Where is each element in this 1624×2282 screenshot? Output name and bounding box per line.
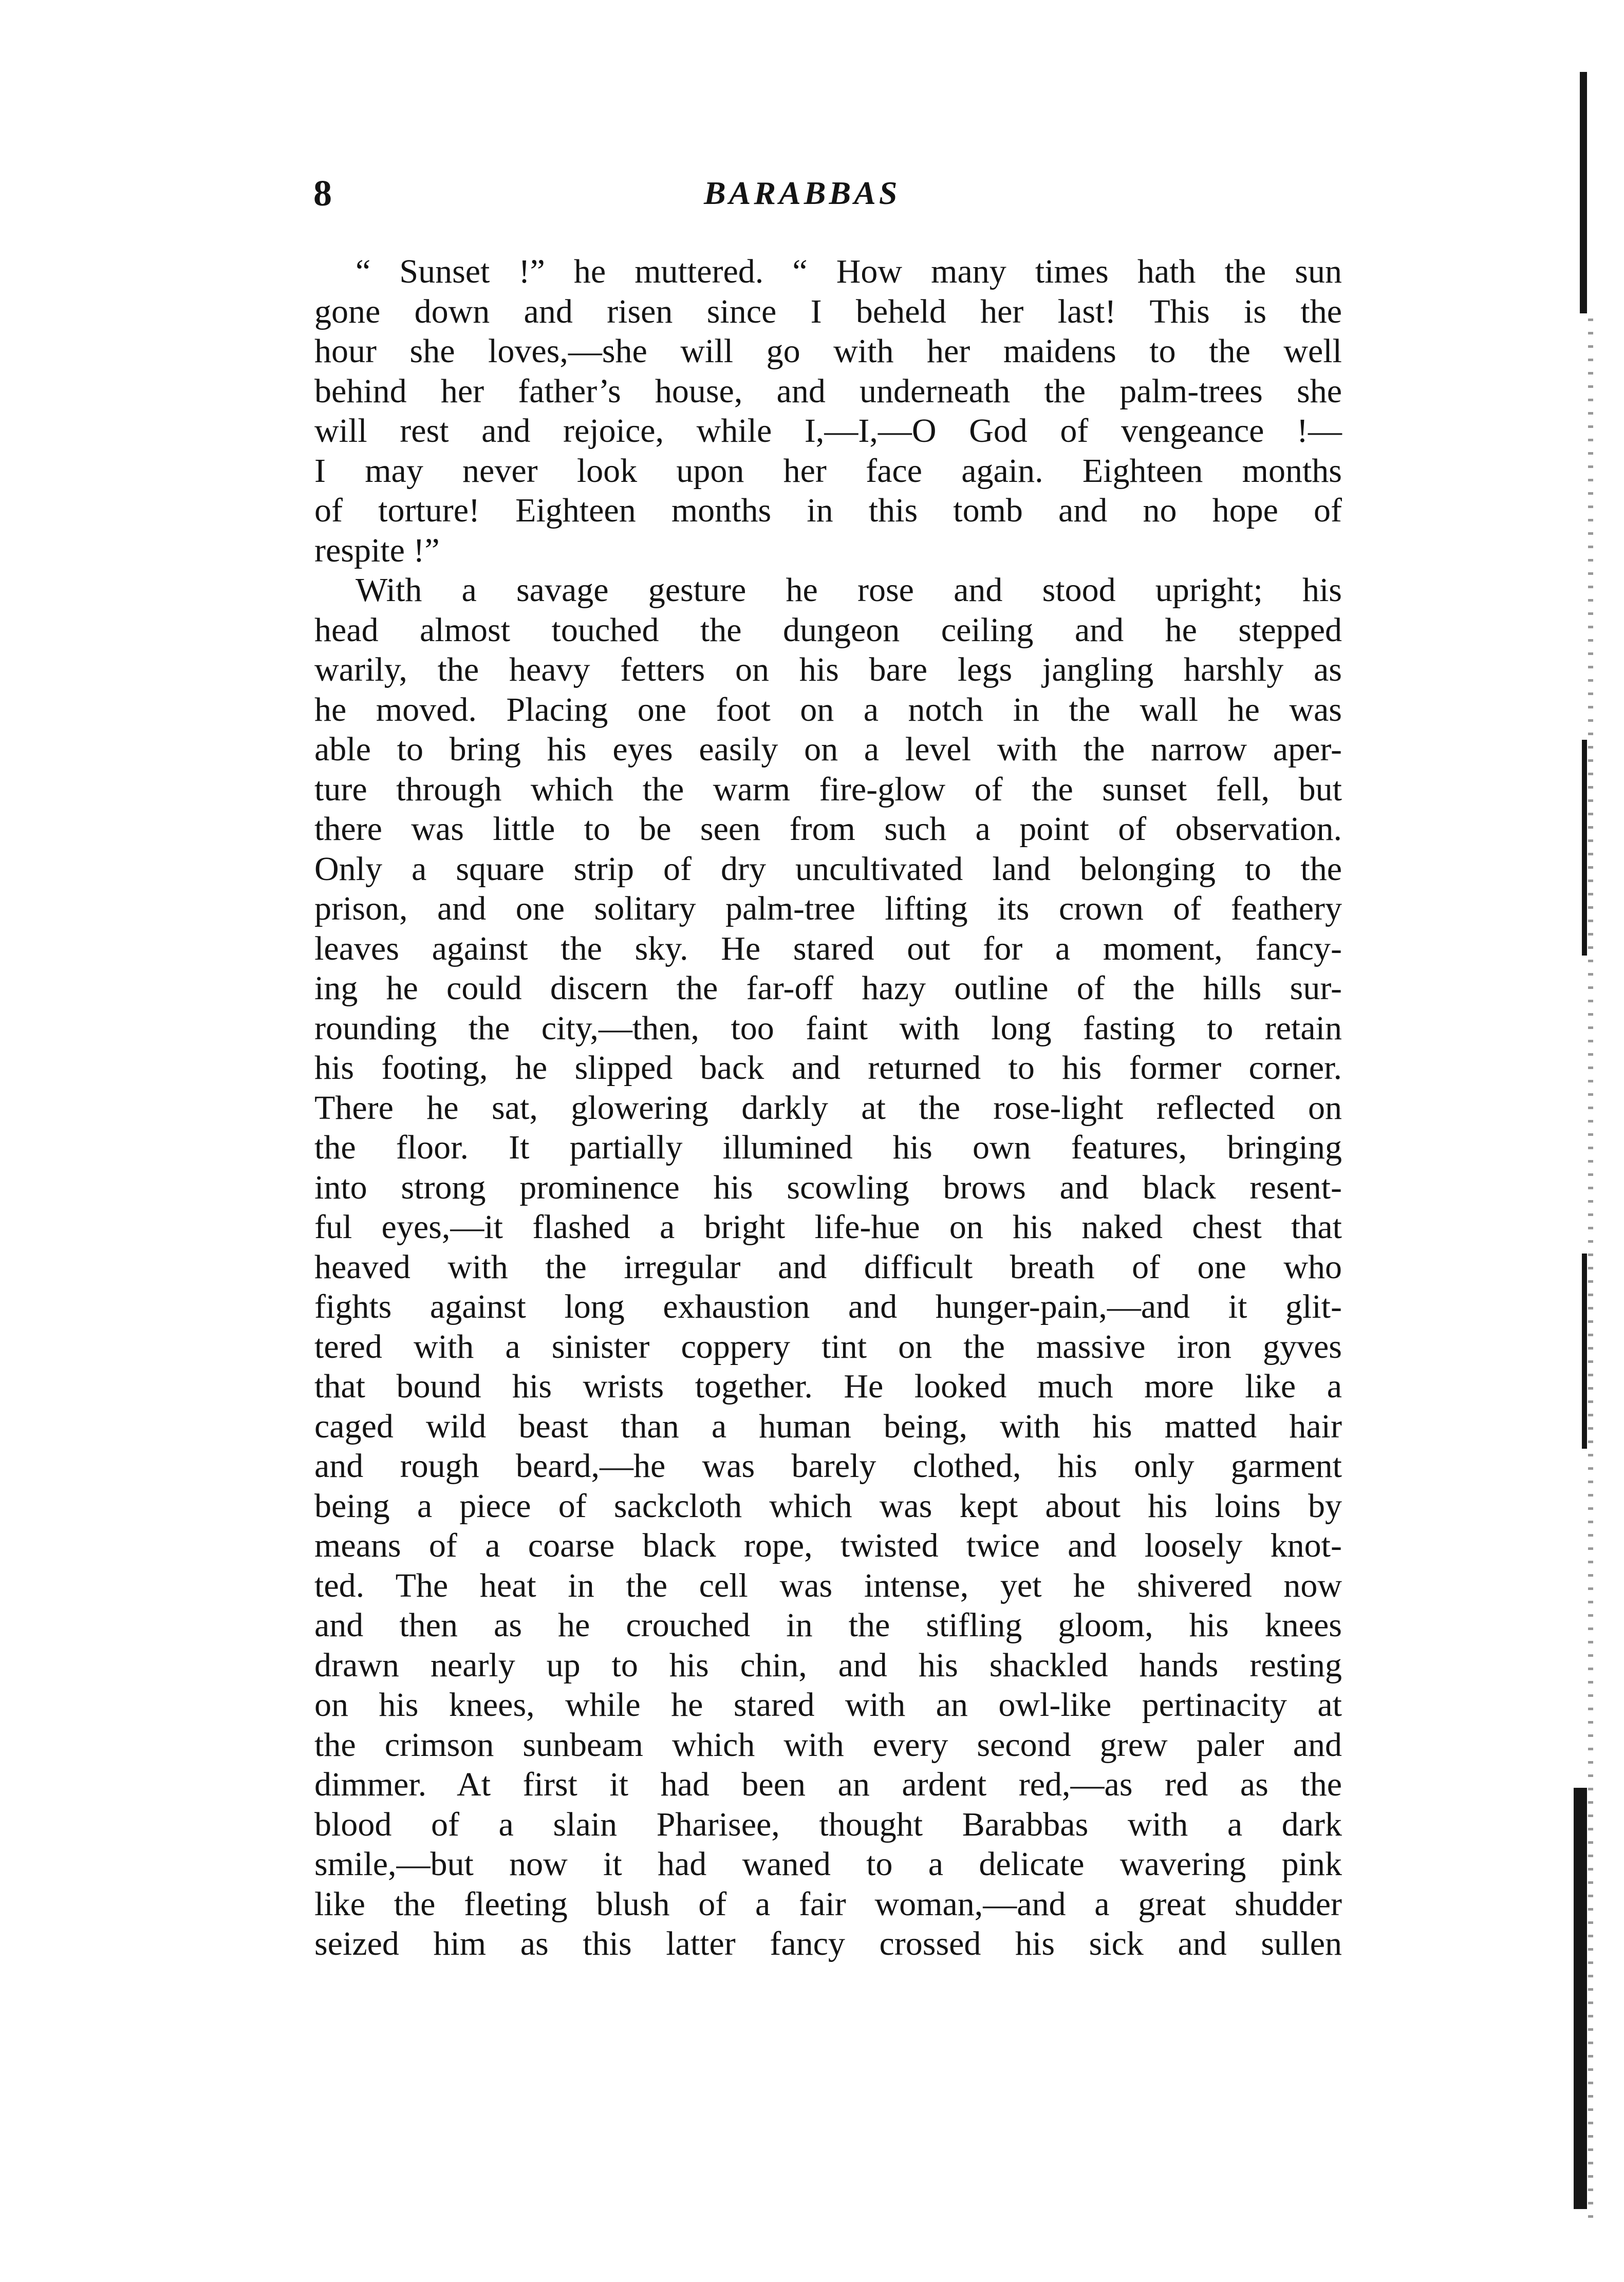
text-line: he moved. Placing one foot on a notch in the wall he was [314,690,1342,728]
page-number: 8 [313,173,332,214]
text-line: being a piece of sackcloth which was kept about his loins by [314,1487,1342,1525]
text-line: into strong prominence his scowling brows and black resent- [314,1168,1342,1206]
text-line: hour she loves,—she will go with her maidens to the well [314,332,1342,370]
text-line: caged wild beast than a human being, with his matted hair [314,1407,1342,1445]
text-line: prison, and one solitary palm-tree lifting its crown of feathery [314,890,1342,927]
text-line: his footing, he slipped back and returned to his former corner. [314,1049,1342,1087]
text-line: There he sat, glowering darkly at the rose-light reflected on [314,1089,1342,1127]
text-line: ted. The heat in the cell was intense, yet he shivered now [314,1566,1342,1604]
text-line: tered with a sinister coppery tint on the massive iron gyves [314,1327,1342,1366]
text-line: and then as he crouched in the stifling gloom, his knees [314,1606,1342,1644]
text-line: rounding the city,—then, too faint with long fasting to retain [314,1009,1342,1047]
page-edge-shadow-mid [1582,740,1587,956]
text-line: able to bring his eyes easily on a level with the narrow aper- [314,731,1342,768]
text-line: warily, the heavy fetters on his bare legs jangling harshly as [314,651,1342,688]
text-line: With a savage gesture he rose and stood upright; his [356,571,1342,609]
text-line: ful eyes,—it flashed a bright life-hue on his naked chest that [314,1208,1342,1246]
text-line: the floor. It partially illumined his own features, bringing [314,1129,1342,1166]
text-line: on his knees, while he stared with an owl-like pertinacity at [314,1686,1342,1724]
text-line: there was little to be seen from such a point of observation. [314,810,1342,848]
page-edge-shadow-top [1580,72,1587,313]
text-line: like the fleeting blush of a fair woman,—and a great shudder [314,1885,1342,1923]
text-line: leaves against the sky. He stared out for a moment, fancy- [314,929,1342,967]
page-edge-shadow-bottom [1574,1788,1587,2209]
text-line: behind her father’s house, and underneath the palm-trees she [314,372,1342,410]
text-line: I may never look upon her face again. Eighteen months [314,452,1342,490]
text-line: of torture! Eighteen months in this tomb and no hope of [314,492,1342,529]
body-text [314,252,1342,1964]
text-line: dimmer. At first it had been an ardent red,—as red as the [314,1766,1342,1803]
text-line: means of a coarse black rope, twisted twice and loosely knot- [314,1527,1342,1564]
text-line: ing he could discern the far-off hazy outline of the hills sur- [314,969,1342,1007]
text-line: drawn nearly up to his chin, and his shackled hands resting [314,1646,1342,1684]
text-line: ture through which the warm fire-glow of the sunset fell, but [314,770,1342,808]
text-line: will rest and rejoice, while I,—I,—O God of vengeance !— [314,412,1342,450]
text-line: and rough beard,—he was barely clothed, his only garment [314,1447,1342,1485]
text-line: that bound his wrists together. He looked much more like a [314,1368,1342,1405]
text-line: seized him as this latter fancy crossed his sick and sullen [314,1925,1342,1962]
text-line: Only a square strip of dry uncultivated land belonging to the [314,850,1342,888]
page-edge-shadow-lower [1582,1254,1587,1449]
text-line: head almost touched the dungeon ceiling and he stepped [314,611,1342,649]
running-head [313,172,1361,218]
text-line: “ Sunset !” he muttered. “ How many times hath the sun [356,253,1342,290]
text-line: fights against long exhaustion and hunger-pain,—and it glit- [314,1288,1342,1325]
text-line: heaved with the irregular and difficult breath of one who [314,1248,1342,1286]
text-line: respite !” [314,531,440,569]
text-line: blood of a slain Pharisee, thought Barabbas with a dark [314,1805,1342,1843]
text-line: smile,—but now it had waned to a delicate wavering pink [314,1845,1342,1883]
text-line: gone down and risen since I beheld her last! This is the [314,292,1342,330]
text-line: the crimson sunbeam which with every second grew paler and [314,1726,1342,1764]
running-title: BARABBAS [704,175,901,211]
page-edge-speckle [1588,319,1593,2219]
